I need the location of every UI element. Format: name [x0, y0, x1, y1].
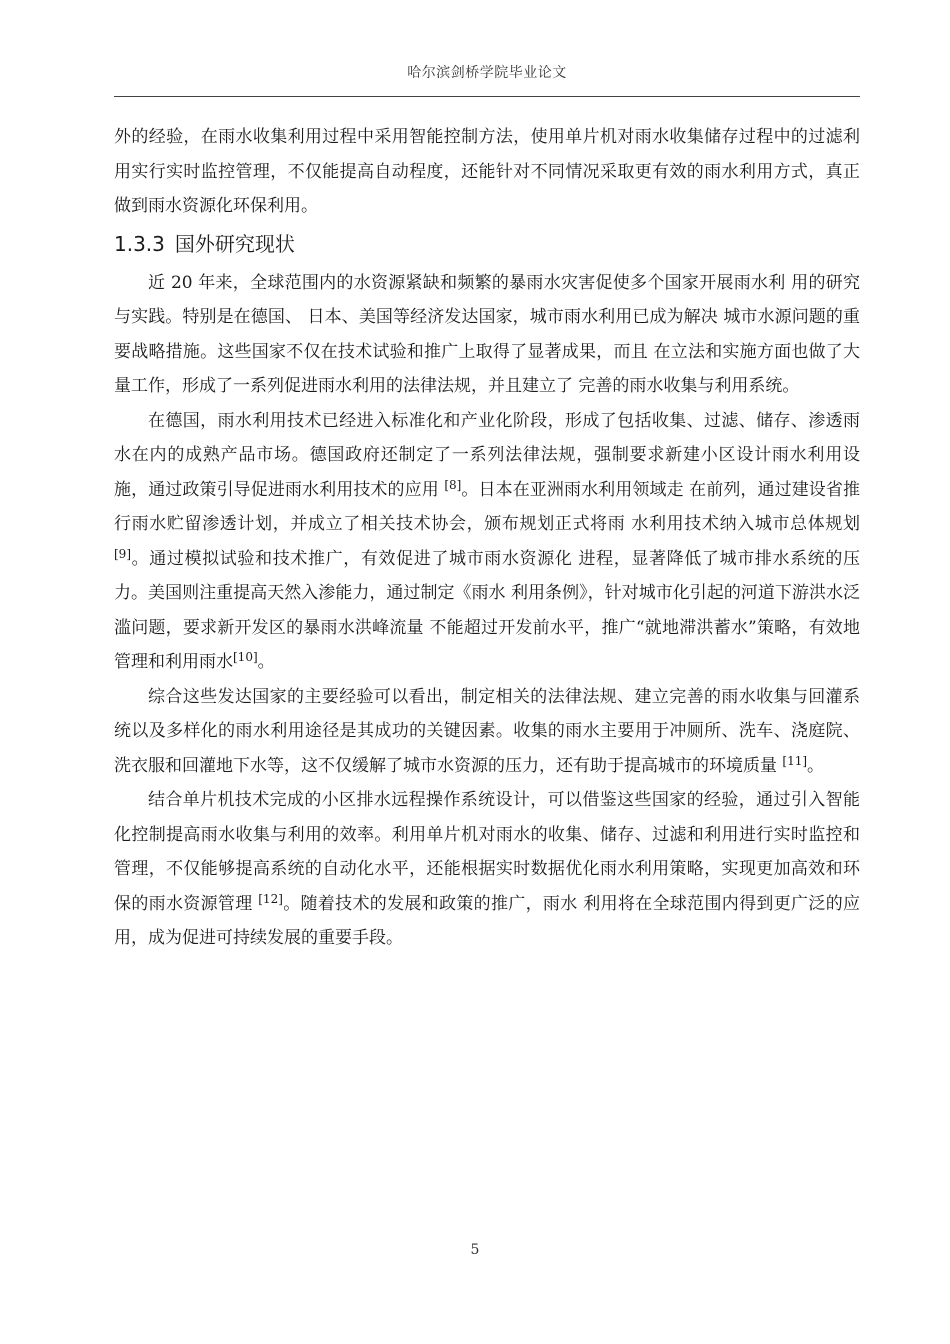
citation-9: [9]	[114, 546, 131, 561]
citation-8: [8]	[444, 477, 462, 492]
paragraph-2-text-b: 。日本在亚洲雨水利用领域走 在前列，通过建设省推行雨水贮留渗透计划，并成立了相关技术协会，颁布规划正式将雨 水利用技术纳入城市总体规划	[114, 479, 860, 534]
citation-11: [11]	[782, 753, 808, 768]
paragraph-2-text-d: 。	[257, 652, 275, 672]
paragraph-2-text-a: 在德国，雨水利用技术已经进入标准化和产业化阶段，形成了包括收集、过滤、储存、渗透雨水在内的成熟产品市场。德国政府还制定了一系列法律法规，强制要求新建小区设计雨水利用设施，通过政策引导促进雨水利用技术的应用	[114, 410, 860, 500]
paragraph-4-text-a: 结合单片机技术完成的小区排水远程操作系统设计，可以借鉴这些国家的经验，通过引入智能化控制提高雨水收集与利用的效率。利用单片机对雨水的收集、储存、过滤和利用进行实时监控和管理，不仅能够提高系统的自动化水平，还能根据实时数据优化雨水利用策略，实现更加高效和环保的雨水资源管理	[114, 790, 860, 914]
paragraph-4-text-b: 。随着技术的发展和政策的推广，雨水 利用将在全球范围内得到更广泛的应用，成为促进可持续发展的重要手段。	[114, 893, 861, 948]
section-title: 国外研究现状	[174, 231, 295, 256]
header-divider	[114, 96, 860, 97]
paragraph-2-text-c: 。通过模拟试验和技术推广，有效促进了城市雨水资源化 进程，显著降低了城市排水系统的压力。美国则注重提高天然入渗能力，通过制定《雨水 利用条例》，针对城市化引起的河道下游洪水泛滥问题，要求新开发区的暴雨水洪峰流量 不能超过开发前水平，推广“就地滞洪蓄水”策略，有效地管理和利用雨水	[114, 548, 860, 672]
paragraph-3-text-a: 综合这些发达国家的主要经验可以看出，制定相关的法律法规、建立完善的雨水收集与回灌系统以及多样化的雨水利用途径是其成功的关键因素。收集的雨水主要用于冲厕所、洗车、浇庭院、洗衣服和回灌地下水等，这不仅缓解了城市水资源的压力，还有助于提高城市的环境质量	[114, 686, 860, 776]
paragraph-4	[114, 783, 860, 956]
page-number: 5	[470, 1242, 480, 1258]
body-content	[114, 120, 860, 956]
paragraph-3	[114, 680, 860, 784]
paragraph-1: 近 20 年来，全球范围内的水资源紧缺和频繁的暴雨水灾害促使多个国家开展雨水利 用的研究与实践。特别是在德国、 日本、美国等经济发达国家，城市雨水利用已成为解决 城市水源问题的重要战略措施。这些国家不仅在技术试验和推广上取得了显著成果，而且 在立法和实施方面也做了大量工作，形成了一系列促进雨水利用的法律法规，并且建立了 完善的雨水收集与利用系统。	[114, 272, 860, 396]
running-header: 哈尔滨剑桥学院毕业论文	[407, 65, 567, 81]
citation-10: [10]	[233, 650, 258, 664]
paragraph-3-text-b: 。	[807, 755, 825, 776]
section-heading	[114, 226, 860, 262]
section-number: 1.3.3	[114, 231, 165, 256]
intro-paragraph: 外的经验，在雨水收集利用过程中采用智能控制方法，使用单片机对雨水收集储存过程中的过滤利用实行实时监控管理，不仅能提高自动程度，还能针对不同情况采取更有效的雨水利用方式，真正做到雨水资源化环保利用。	[114, 127, 860, 216]
paragraph-2	[114, 404, 860, 680]
citation-12: [12]	[258, 891, 283, 906]
